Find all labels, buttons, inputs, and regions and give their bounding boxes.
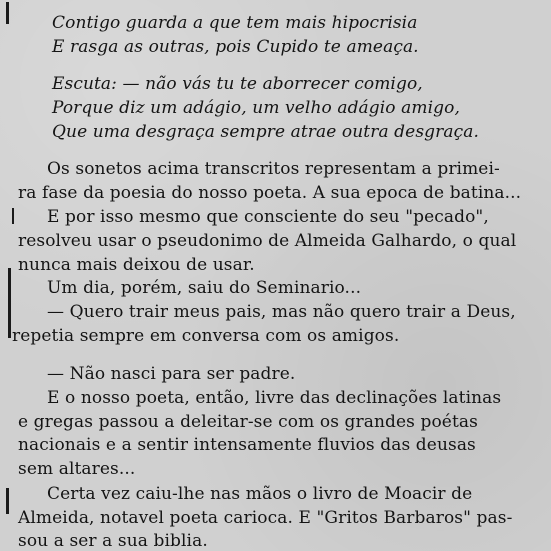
paragraph-line-2: ra fase da poesia do nosso poeta. A sua epoca de batina... <box>18 183 522 203</box>
paragraph-line-15: Almeida, notavel poeta carioca. E "Gritos Barbaros" pas- <box>18 508 513 528</box>
paragraph-line-5: nunca mais deixou de usar. <box>18 255 255 275</box>
paragraph-line-3: E por isso mesmo que consciente do seu "pecado", <box>47 207 489 227</box>
paragraph-line-1: Os sonetos acima transcritos representam a primei- <box>47 159 500 179</box>
paragraph-line-8: repetia sempre em conversa com os amigos. <box>12 326 400 346</box>
verse-line-2: E rasga as outras, pois Cupido te ameaça. <box>52 37 419 57</box>
verse-line-1: Contigo guarda a que tem mais hipocrisia <box>52 13 418 33</box>
paragraph-line-4: resolveu usar o pseudonimo de Almeida Galhardo, o qual <box>18 231 517 251</box>
verse-line-3: Escuta: — não vás tu te aborrecer comigo, <box>52 74 423 94</box>
left-margin-rule-mid <box>12 208 14 224</box>
paragraph-line-6: Um dia, porém, saiu do Seminario... <box>47 278 362 298</box>
verse-line-4: Porque diz um adágio, um velho adágio amigo, <box>52 98 460 118</box>
paragraph-line-13: sem altares... <box>18 459 136 479</box>
paragraph-line-12: nacionais e a sentir intensamente fluvios das deusas <box>18 435 476 455</box>
paragraph-line-7: — Quero trair meus pais, mas não quero trair a Deus, <box>47 302 516 322</box>
verse-line-5: Que uma desgraça sempre atrae outra desgraça. <box>52 122 479 142</box>
paragraph-line-10: E o nosso poeta, então, livre das declinações latinas <box>47 388 502 408</box>
paragraph-line-14: Certa vez caiu-lhe nas mãos o livro de Moacir de <box>47 484 473 504</box>
left-margin-rule-top <box>6 2 9 24</box>
paragraph-line-9: — Não nasci para ser padre. <box>47 364 296 384</box>
left-margin-rule-long <box>8 268 11 338</box>
left-margin-rule-bottom <box>6 488 9 514</box>
paragraph-line-16: sou a ser a sua biblia. <box>18 531 208 551</box>
paragraph-line-11: e gregas passou a deleitar-se com os grandes poétas <box>18 412 478 432</box>
